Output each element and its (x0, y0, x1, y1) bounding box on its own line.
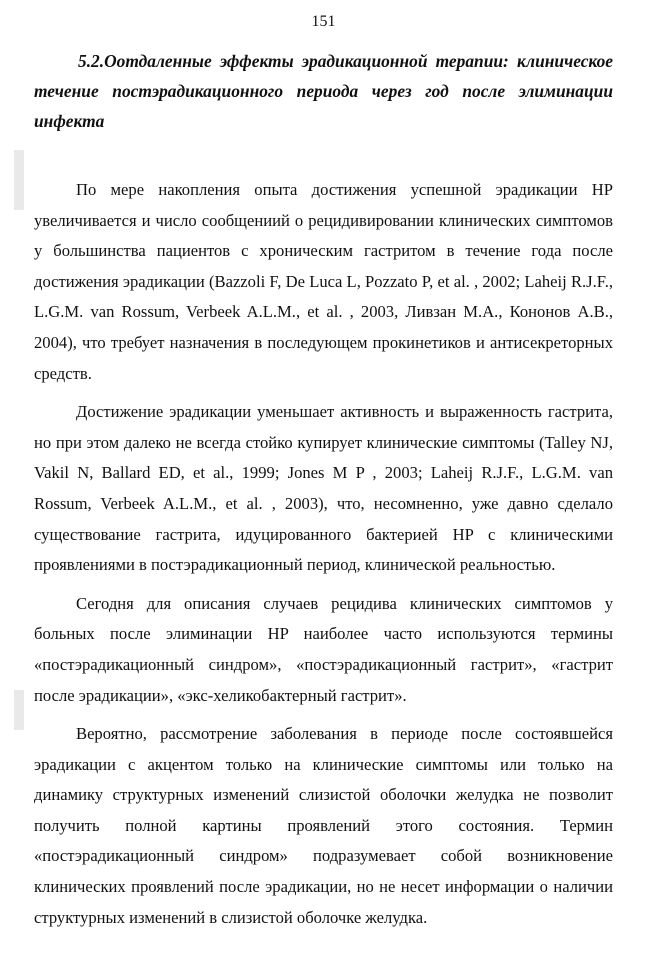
paragraph: По мере накопления опыта достижения успешной эрадикации HP увеличивается и число сообщениий о рецидивировании клинических симптомов у большинства пациентов с хроническим гастритом в течение года после достижения эрадикации (Bazzoli F, De Luca L, Pozzato P, et al. , 2002; Laheij R.J.F., L.G.M. van Rossum, Verbeek A.L.M., et al. , 2003, Ливзан М.А., Кононов А.В., 2004), что требует назначения в последующем прокинетиков и антисекреторных средств. (34, 180, 613, 383)
scan-artifact (14, 690, 24, 730)
section-heading: 5.2.Оотдаленные эффекты эрадикационной терапии: клиническое течение постэрадикационного периода через год после элиминации инфекта (34, 51, 613, 131)
paragraph: Вероятно, рассмотрение заболевания в периоде после состоявшейся эрадикации с акцентом только на клинические симптомы или только на динамику структурных изменений слизистой оболочки желудка не позволит получить полной картины проявлений этого состояния. Термин «постэрадикационный синдром» подразумевает собой возникновение клинических проявлений после эрадикации, но не несет информации о наличии структурных изменений в слизистой оболочке желудка. (34, 724, 613, 927)
paragraph: Сегодня для описания случаев рецидива клинических симптомов у больных после элиминации HP наиболее часто используются термины «постэрадикационный синдром», «постэрадикационный гастрит», «гастрит после эрадикации», «экс-хеликобактерный гастрит». (34, 593, 613, 705)
scan-artifact (14, 150, 24, 210)
page-number: 151 (311, 13, 336, 30)
paragraph: Достижение эрадикации уменьшает активность и выраженность гастрита, но при этом далеко не всегда стойко купирует клинические симптомы (Talley NJ, Vakil N, Ballard ED, et al., 1999; Jones M P , 2003; Laheij R.J.F., L.G.M. van Rossum, Verbeek A.L.M., et al. , 2003), что, несомненно, уже давно сделало существование гастрита, идуцированного бактерией HP с клиническими проявлениями в постэрадикационный период, клинической реальностью. (34, 402, 613, 575)
